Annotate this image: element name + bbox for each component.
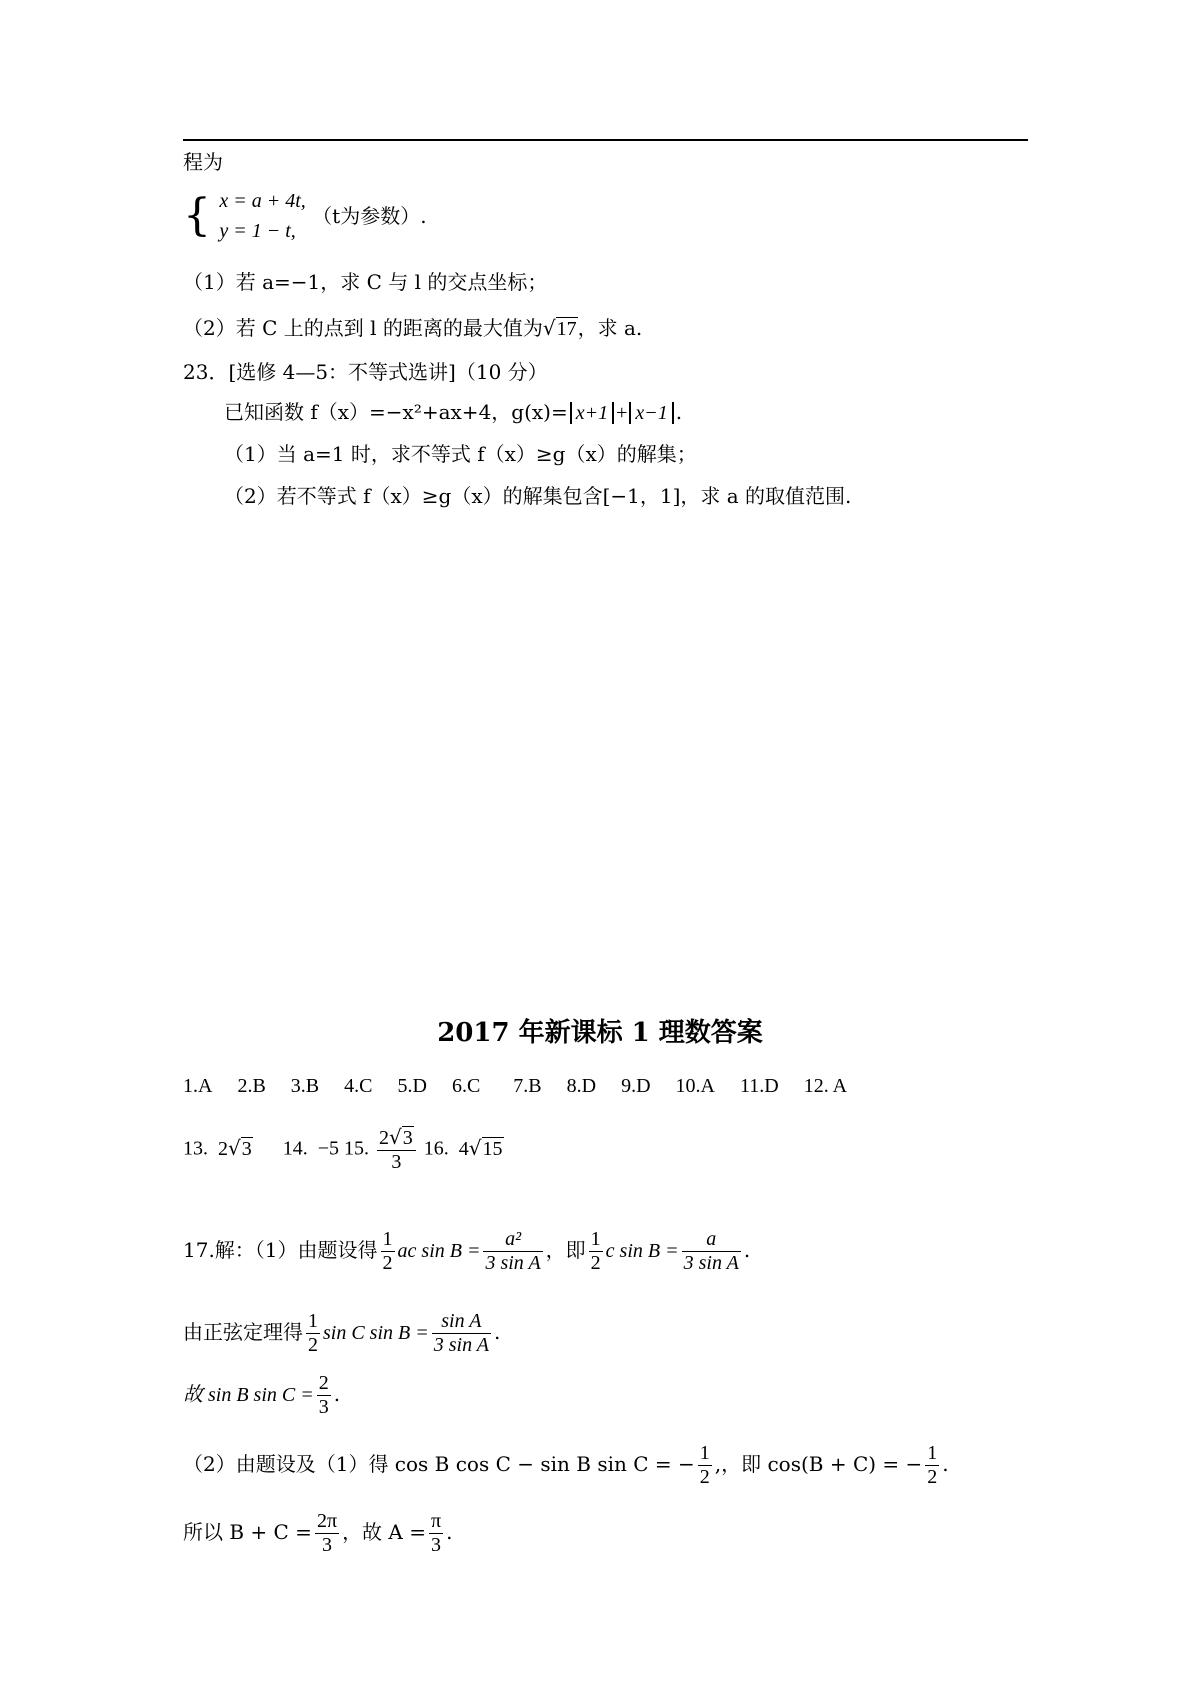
fraction: $\frac{1}{2}$: [927, 1442, 938, 1488]
header-rule: [183, 139, 1028, 141]
fraction: $\frac{\pi}{3}$: [430, 1510, 442, 1556]
answer-16: 4√15: [458, 1135, 503, 1160]
q23-given: 已知函数 f（x）=−x²+ax+4，g(x)= x+1 + x−1 .: [224, 400, 683, 424]
q23-header: 23．[选修 4—5：不等式选讲]（10 分）: [183, 360, 548, 384]
system-line-1: x = a + 4t,: [219, 190, 306, 212]
choice-answer: 10.A: [675, 1075, 715, 1097]
q22-parametric-system: [183, 186, 427, 246]
sqrt-icon: √: [389, 1125, 402, 1149]
choice-answer: 2.B: [237, 1075, 266, 1097]
fraction: $\frac{1}{2}$: [590, 1228, 601, 1274]
choice-answer: 5.D: [397, 1075, 427, 1097]
solution17-line1: 17.解：（1）由题设得 $\frac{1}{2}$ ac sin B = $\frac{\text{a²}}{\text{3 sin A}}$ ，即 $\frac{1}{2}$ c sin B = $\frac{a}{\text{3 sin A}}$ .: [183, 1228, 751, 1274]
fill-answers: 13. 2√3 14. −5 15. $\frac{2√3}{3}$ 16. 4√15: [183, 1125, 503, 1173]
abs-x-plus-1: x+1: [570, 402, 614, 424]
sqrt-icon: √: [228, 1135, 241, 1160]
fraction: $\frac{2\pi}{3}$: [316, 1510, 338, 1556]
left-brace-icon: {: [183, 190, 211, 241]
solution17-line5: 所以 B + C = $\frac{2\pi}{3}$ ，故 A = $\frac{\pi}{3}$ .: [183, 1510, 453, 1556]
system-line-2: y = 1 − t,: [219, 220, 296, 242]
fraction: $\frac{a}{\text{3 sin A}}$: [683, 1228, 739, 1274]
radicand: 17: [556, 318, 577, 340]
abs-x-minus-1: x−1: [629, 402, 673, 424]
q23-part2: （2）若不等式 f（x）≥g（x）的解集包含[−1，1]，求 a 的取值范围.: [224, 484, 852, 508]
fraction: $\frac{\text{a²}}{\text{3 sin A}}$: [485, 1228, 541, 1274]
choice-answers: [183, 1074, 867, 1098]
solution17-line4: （2）由题设及（1）得 cos B cos C − sin B sin C = − $\frac{1}{2}$ ,，即 cos(B + C) = − $\frac{1}{2}$ .: [183, 1442, 949, 1488]
answers-title: 2017 年新课标 1 理数答案: [437, 1018, 763, 1048]
answer-13: 2√3: [218, 1135, 252, 1160]
choice-answer: 8.D: [566, 1075, 597, 1097]
fraction: $\frac{1}{2}$: [699, 1442, 710, 1488]
answer-14: −5: [317, 1137, 340, 1160]
choice-answer: 7.B: [513, 1075, 542, 1097]
sqrt-icon: √: [542, 316, 556, 340]
fraction: $\frac{1}{2}$: [308, 1310, 318, 1356]
solution17-line2: 由正弦定理得 $\frac{1}{2}$ sin C sin B = $\frac{\text{sin A}}{\text{3 sin A}}$ .: [183, 1310, 501, 1356]
fraction: $\frac{1}{2}$: [382, 1228, 393, 1274]
choice-answer: 4.C: [344, 1075, 373, 1097]
choice-answer: 11.D: [739, 1075, 779, 1097]
solution17-line3: 故 sin B sin C = $\frac{2}{3}$ .: [183, 1372, 341, 1418]
q22-part1: （1）若 a=−1，求 C 与 l 的交点坐标；: [183, 270, 548, 294]
q22-part2: （2）若 C 上的点到 l 的距离的最大值为√17，求 a.: [183, 316, 643, 340]
fraction: $\frac{\text{sin A}}{\text{3 sin A}}$: [433, 1310, 489, 1356]
param-note: （t为参数）.: [312, 204, 427, 228]
sqrt-icon: √: [468, 1135, 482, 1160]
q22-lead: 程为: [183, 150, 223, 174]
choice-answer: 12. A: [803, 1075, 848, 1097]
choice-answer: 6.C: [451, 1075, 481, 1097]
q23-part1: （1）当 a=1 时，求不等式 f（x）≥g（x）的解集；: [224, 442, 697, 466]
answer-15: $\frac{2√3}{3}$: [377, 1126, 416, 1174]
choice-answer: 9.D: [621, 1075, 651, 1097]
choice-answer: 1.A: [183, 1075, 213, 1097]
fraction: $\frac{2}{3}$: [318, 1372, 329, 1418]
system-equations: [219, 186, 305, 246]
choice-answer: 3.B: [290, 1075, 320, 1097]
